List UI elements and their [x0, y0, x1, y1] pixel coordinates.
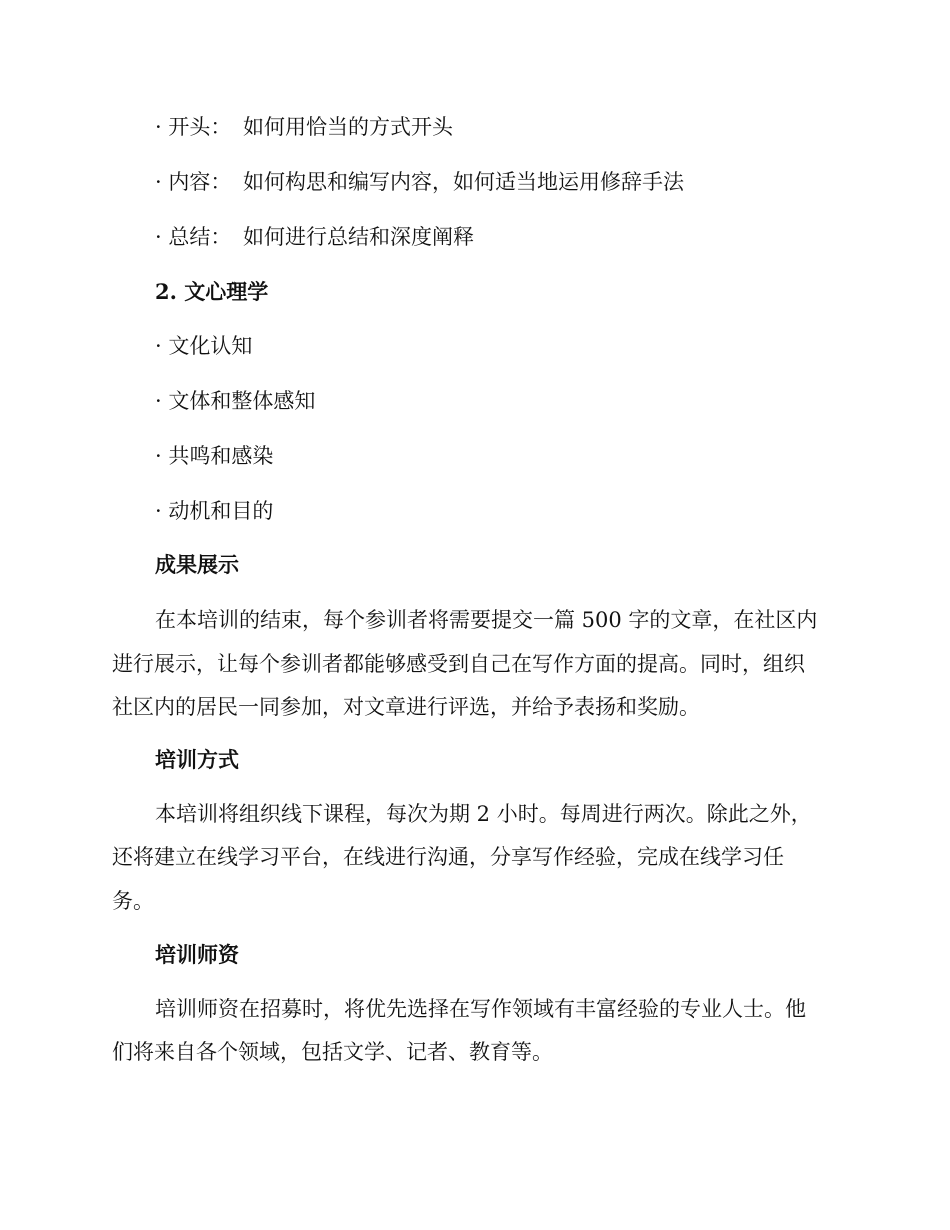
bullet-opening	[155, 112, 883, 142]
method-heading: 培训方式	[155, 747, 239, 772]
bullet-content	[155, 167, 883, 197]
list-item: · 文化认知	[155, 334, 253, 358]
paragraph-line: 社区内的居民一同参加，对文章进行评选，并给予表扬和奖励。	[112, 695, 700, 719]
list-item: · 共鸣和感染	[155, 444, 274, 468]
paragraph-line: 们将来自各个领域，包括文学、记者、教育等。	[112, 1040, 553, 1064]
results-heading: 成果展示	[155, 552, 239, 577]
bullet-label: · 总结：	[155, 225, 232, 249]
bullet-text: 如何进行总结和深度阐释	[243, 225, 474, 249]
list-item: · 文体和整体感知	[155, 389, 316, 413]
paragraph-line: 在本培训的结束，每个参训者将需要提交一篇 500 字的文章，在社区内	[155, 608, 818, 632]
paragraph-line: 进行展示，让每个参训者都能够感受到自己在写作方面的提高。同时，组织	[112, 652, 805, 676]
paragraph-line: 务。	[112, 889, 154, 913]
teachers-heading: 培训师资	[155, 942, 239, 967]
bullet-text: 如何构思和编写内容，如何适当地运用修辞手法	[243, 170, 684, 194]
paragraph-line: 还将建立在线学习平台，在线进行沟通，分享写作经验，完成在线学习任	[112, 845, 784, 869]
section-2-heading: 2. 文心理学	[155, 279, 269, 304]
paragraph-line: 本培训将组织线下课程，每次为期 2 小时。每周进行两次。除此之外，	[155, 802, 812, 826]
bullet-summary	[155, 222, 883, 252]
bullet-label: · 开头：	[155, 115, 232, 139]
list-item: · 动机和目的	[155, 499, 274, 523]
bullet-label: · 内容：	[155, 170, 232, 194]
bullet-text: 如何用恰当的方式开头	[243, 115, 453, 139]
paragraph-line: 培训师资在招募时，将优先选择在写作领域有丰富经验的专业人士。他	[155, 997, 806, 1021]
